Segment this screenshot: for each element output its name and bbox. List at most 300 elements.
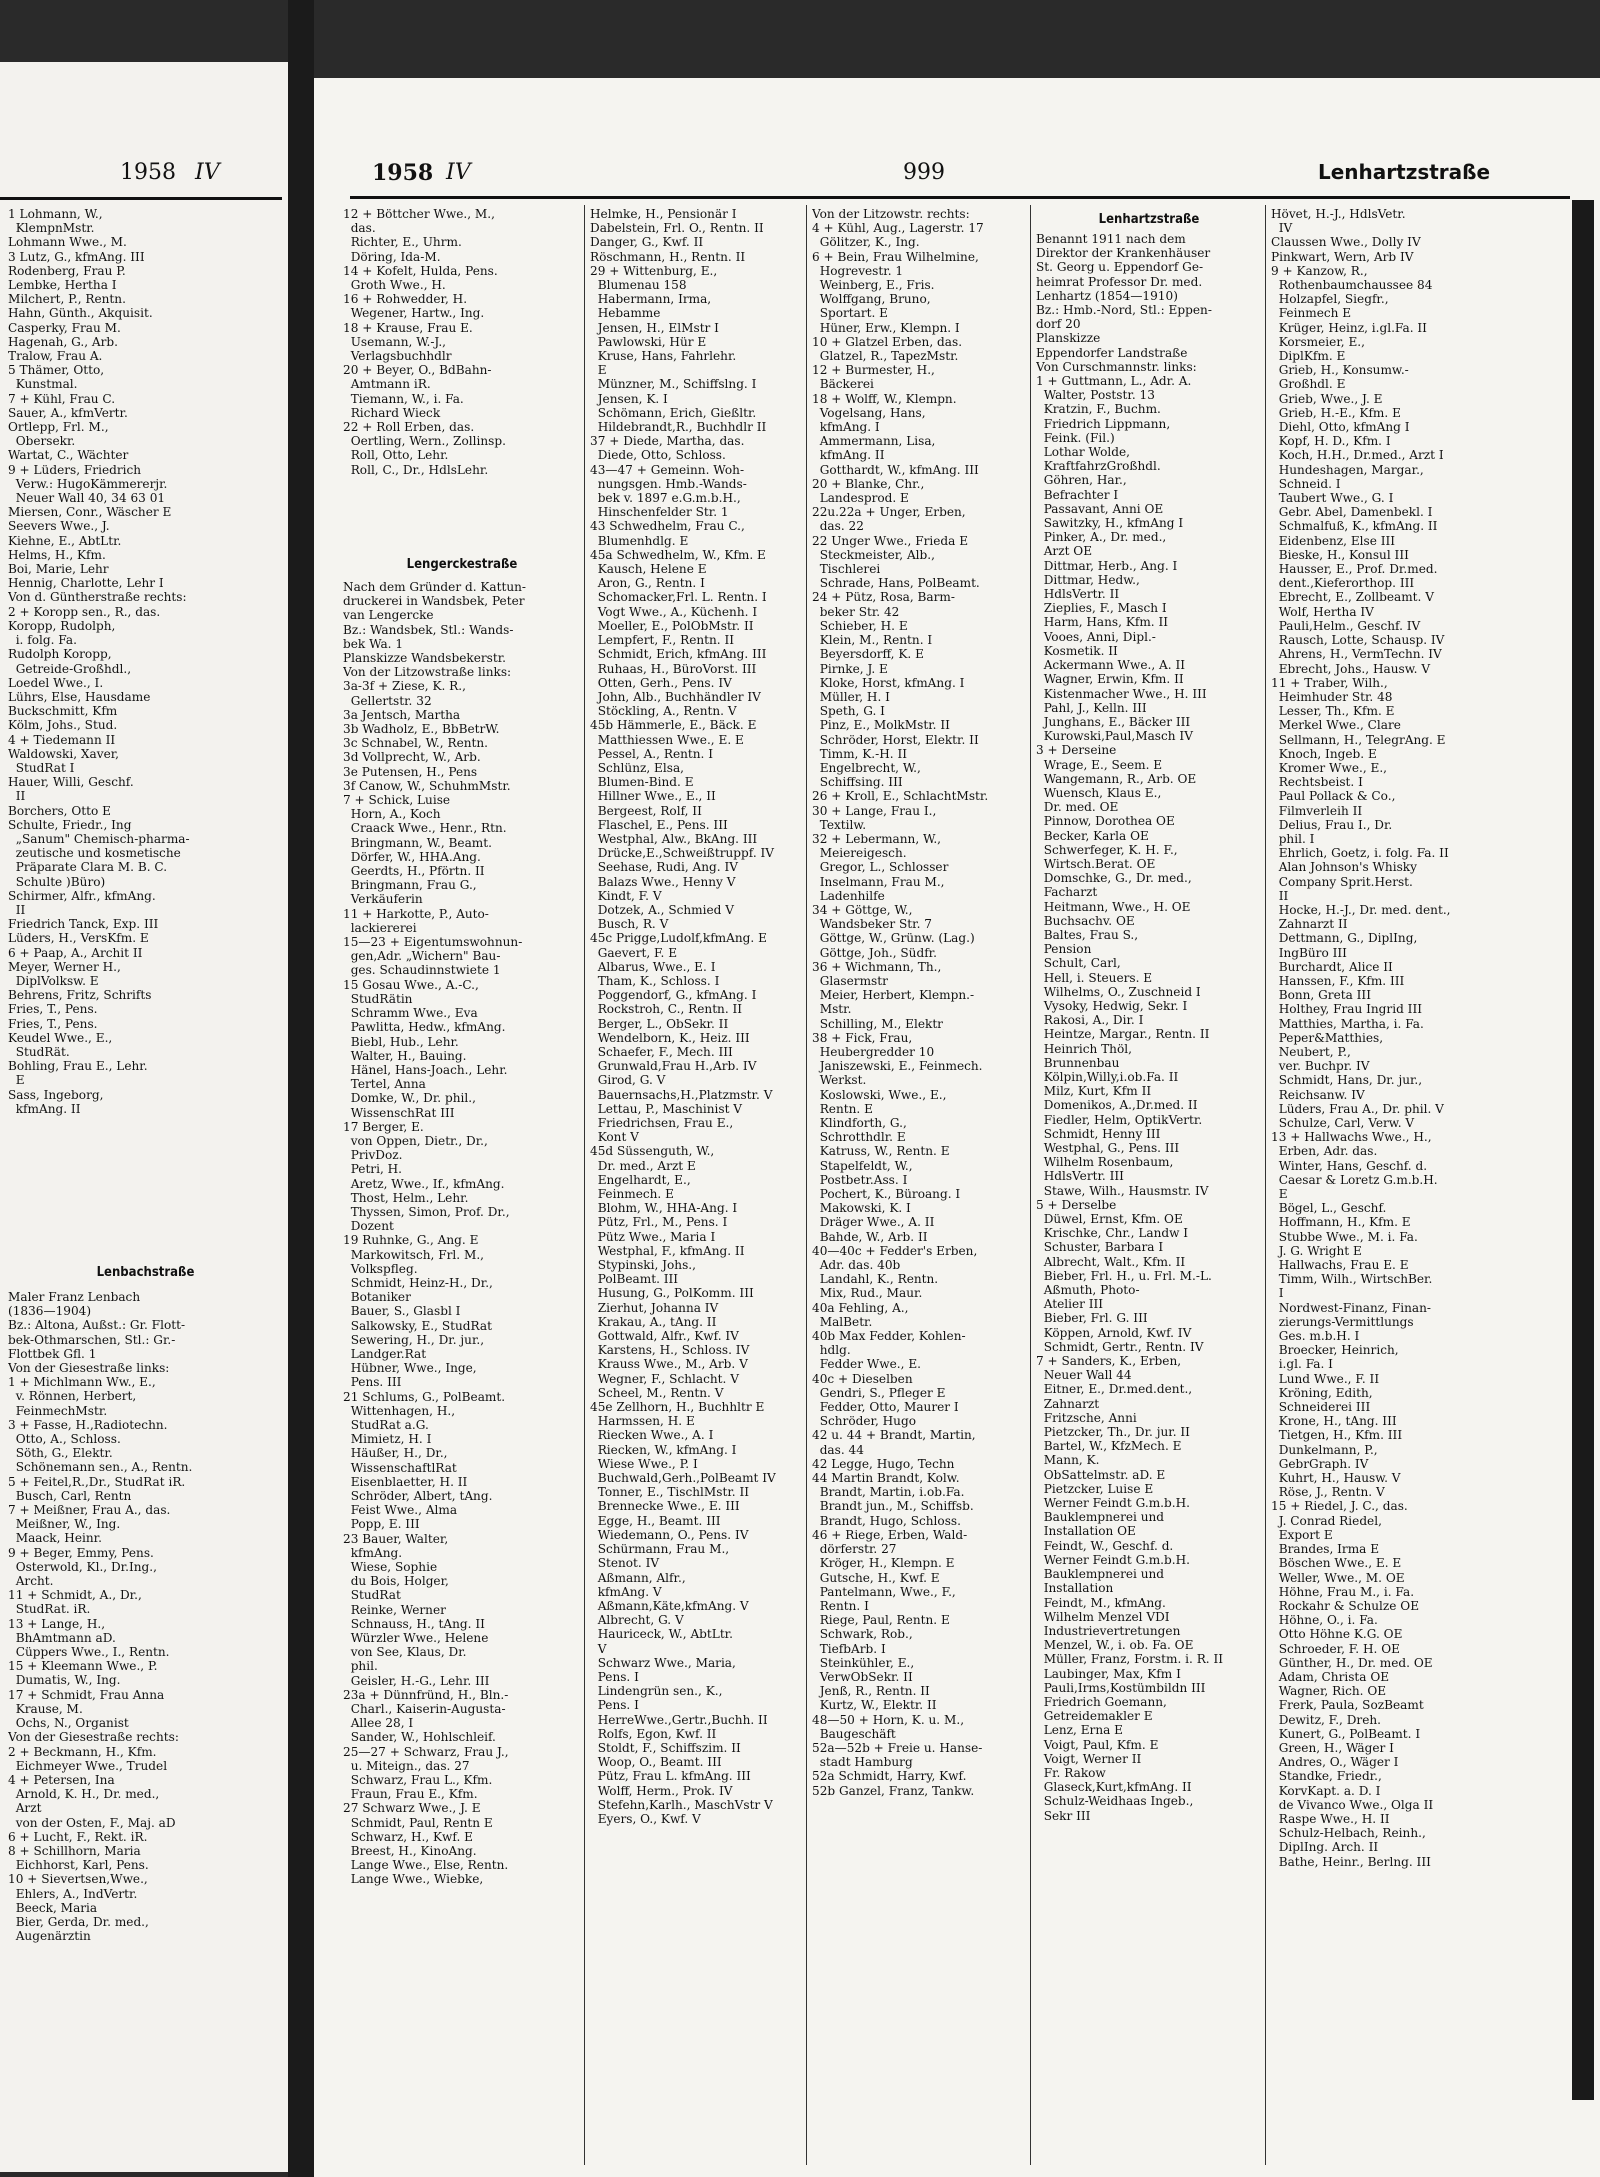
directory-entry: 23 Bauer, Walter, xyxy=(343,1531,449,1546)
directory-entry: Tralow, Frau A. xyxy=(8,349,103,364)
directory-entry: von der Osten, F., Maj. aD xyxy=(8,1815,176,1830)
directory-entry: Von d. Güntherstraße rechts: xyxy=(8,590,187,605)
directory-entry: Erben, Adr. das. xyxy=(1271,1144,1378,1159)
directory-entry: Busch, Carl, Rentn xyxy=(8,1488,132,1503)
directory-entry: Sellmann, H., TelegrAng. E xyxy=(1271,732,1446,747)
directory-entry: gen,Adr. „Wichern" Bau- xyxy=(343,949,501,964)
directory-entry: 12 + Böttcher Wwe., M., xyxy=(343,207,495,221)
directory-entry: Milz, Kurt, Kfm II xyxy=(1036,1084,1152,1099)
directory-entry: 18 + Wolff, W., Klempn. xyxy=(812,391,957,406)
directory-entry: Schulte )Büro) xyxy=(8,874,106,889)
directory-entry: Merkel Wwe., Clare xyxy=(1271,718,1401,733)
directory-entry: Pauli,Irms,Kostümbildn III xyxy=(1036,1680,1206,1695)
directory-entry: Bauklempnerei und xyxy=(1036,1510,1165,1525)
directory-entry: Fries, T., Pens. xyxy=(8,1002,98,1017)
directory-entry: Wegener, Hartw., Ing. xyxy=(343,306,485,321)
directory-entry: Verkäuferin xyxy=(343,892,423,907)
directory-entry: Meyer, Werner H., xyxy=(8,959,121,974)
directory-entry: Heintze, Margar., Rentn. II xyxy=(1036,1027,1210,1042)
directory-entry: Craack Wwe., Henr., Rtn. xyxy=(343,821,507,836)
directory-entry: Poggendorf, G., kfmAng. I xyxy=(590,988,757,1003)
directory-entry: Vysoky, Hedwig, Sekr. I xyxy=(1036,998,1188,1013)
directory-entry: 10 + Sievertsen,Wwe., xyxy=(8,1872,148,1887)
directory-entry: Stenot. IV xyxy=(590,1556,660,1571)
directory-entry: 4 + Tiedemann II xyxy=(8,732,116,747)
directory-entry: Bögel, L., Geschf. xyxy=(1271,1201,1387,1216)
directory-entry: Kopf, H. D., Kfm. I xyxy=(1271,434,1391,449)
directory-entry: KraftfahrzGroßhdl. xyxy=(1036,459,1161,474)
directory-entry: Seehase, Rudi, Ang. IV xyxy=(590,860,738,875)
directory-entry: Lettau, P., Maschinist V xyxy=(590,1101,743,1116)
directory-entry: Kröning, Edith, xyxy=(1271,1385,1373,1400)
directory-entry: Brandes, Irma E xyxy=(1271,1542,1380,1557)
directory-entry: 3e Putensen, H., Pens xyxy=(343,764,478,779)
directory-entry: Raspe Wwe., H. II xyxy=(1271,1811,1390,1826)
directory-entry: Nordwest-Finanz, Finan- xyxy=(1271,1300,1431,1315)
directory-entry: Pütz, Frl., M., Pens. I xyxy=(590,1215,728,1230)
directory-entry: Geerdts, H., Pförtn. II xyxy=(343,864,485,879)
directory-entry: Kröger, H., Klempn. E xyxy=(812,1556,955,1571)
directory-entry: Hell, i. Steuers. E xyxy=(1036,970,1153,985)
right-header-rule xyxy=(350,196,1570,199)
directory-entry: Taubert Wwe., G. I xyxy=(1271,491,1394,506)
directory-entry: Hänel, Hans-Joach., Lehr. xyxy=(343,1062,508,1077)
directory-entry: Becker, Karla OE xyxy=(1036,828,1149,843)
directory-entry: Glaseck,Kurt,kfmAng. II xyxy=(1036,1780,1192,1795)
directory-entry: 30 + Lange, Frau I., xyxy=(812,803,937,818)
directory-entry: Tonner, E., TischlMstr. II xyxy=(590,1485,750,1500)
directory-entry: Bieber, Frl. G. III xyxy=(1036,1311,1148,1326)
directory-entry: HerreWwe.,Gertr.,Buchh. II xyxy=(590,1712,768,1727)
directory-entry: IV xyxy=(1271,221,1293,236)
directory-entry: Bieber, Frl. H., u. Frl. M.-L. xyxy=(1036,1268,1212,1283)
directory-entry: Standke, Friedr., xyxy=(1271,1769,1382,1784)
directory-entry: 42 Legge, Hugo, Techn xyxy=(812,1456,955,1471)
directory-entry: dent.,Kieferorthop. III xyxy=(1271,576,1415,591)
directory-entry: Wilhelm Menzel VDI xyxy=(1036,1609,1170,1624)
directory-entry: WissenschaftlRat xyxy=(343,1460,457,1475)
directory-entry: 3 Lutz, G., kfmAng. III xyxy=(8,249,145,264)
directory-entry: 3 + Derseine xyxy=(1036,743,1117,758)
directory-entry: Münzner, M., Schiffslng. I xyxy=(590,377,757,392)
directory-entry: Installation OE xyxy=(1036,1524,1136,1539)
directory-entry: Engelhardt, E., xyxy=(590,1172,691,1187)
directory-entry: Schirmer, Alfr., kfmAng. xyxy=(8,888,156,903)
directory-entry: Green, H., Wäger I xyxy=(1271,1740,1394,1755)
directory-entry: Adam, Christa OE xyxy=(1271,1669,1390,1684)
street-heading-lengerckestrasse: Lengerckestraße xyxy=(406,558,518,572)
directory-entry: Maler Franz Lenbach xyxy=(8,1290,141,1304)
directory-entry: Sauer, A., kfmVertr. xyxy=(8,405,128,420)
directory-entry: Schult, Carl, xyxy=(1036,956,1121,971)
directory-entry: Werner Feindt G.m.b.H. xyxy=(1036,1552,1190,1567)
column-1-lengercke xyxy=(343,580,581,2165)
directory-entry: von Oppen, Dietr., Dr., xyxy=(343,1133,488,1148)
directory-entry: 7 + Meißner, Frau A., das. xyxy=(8,1503,171,1518)
directory-entry: Kuhrt, H., Hausw. V xyxy=(1271,1471,1401,1486)
directory-entry: DiplIng. Arch. II xyxy=(1271,1840,1379,1855)
directory-entry: Friedrichsen, Frau E., xyxy=(590,1116,734,1130)
right-header-year: 1958 xyxy=(372,160,434,186)
directory-entry: Pauli,Helm., Geschf. IV xyxy=(1271,618,1421,633)
directory-entry: Keudel Wwe., E., xyxy=(8,1030,113,1045)
directory-entry: Jensen, K. I xyxy=(590,391,668,406)
directory-entry: Fraun, Frau E., Kfm. xyxy=(343,1787,478,1802)
directory-entry: Bergeest, Rolf, II xyxy=(590,803,702,818)
directory-entry: Gregor, L., Schlosser xyxy=(812,860,949,875)
directory-entry: Schmidt, Heinz-H., Dr., xyxy=(343,1275,493,1290)
directory-entry: 40b Max Fedder, Kohlen- xyxy=(812,1329,966,1344)
directory-entry: PrivDoz. xyxy=(343,1148,403,1163)
directory-entry: 43—47 + Gemeinn. Woh- xyxy=(590,462,745,477)
directory-entry: 44 Martin Brandt, Kolw. xyxy=(812,1471,960,1486)
directory-entry: Ges. m.b.H. I xyxy=(1271,1329,1360,1344)
directory-entry: Diehl, Otto, kfmAng I xyxy=(1271,420,1410,435)
directory-entry: Jensen, H., ElMstr I xyxy=(590,320,719,335)
directory-entry: Mix, Rud., Maur. xyxy=(812,1286,923,1301)
directory-entry: Friedrich Tanck, Exp. III xyxy=(8,917,159,932)
left-header-year: 1958 xyxy=(120,160,176,185)
directory-entry: Buckschmitt, Kfm xyxy=(8,704,118,719)
directory-entry: Rockstroh, C., Rentn. II xyxy=(590,1002,743,1017)
directory-entry: 43 Schwedhelm, Frau C., xyxy=(590,519,745,534)
directory-entry: Oertling, Wern., Zollinsp. xyxy=(343,434,506,449)
directory-entry: Burchardt, Alice II xyxy=(1271,959,1393,974)
directory-entry: Andres, O., Wäger I xyxy=(1271,1755,1399,1770)
directory-entry: Sewering, H., Dr. jur., xyxy=(343,1332,485,1347)
directory-entry: I xyxy=(1271,1286,1284,1301)
book-gutter xyxy=(288,0,314,2177)
directory-entry: Lindengrün sen., K., xyxy=(590,1684,723,1699)
directory-entry: Richter, E., Uhrm. xyxy=(343,235,462,250)
directory-entry: Habermann, Irma, xyxy=(590,292,712,307)
directory-entry: Beeck, Maria xyxy=(8,1900,98,1915)
directory-entry: Günther, H., Dr. med. OE xyxy=(1271,1655,1433,1670)
directory-entry: Balazs Wwe., Henny V xyxy=(590,874,736,889)
directory-entry: Dittmar, Herb., Ang. I xyxy=(1036,558,1178,573)
directory-entry: Baugeschäft xyxy=(812,1726,896,1741)
directory-entry: nungsgen. Hmb.-Wands- xyxy=(590,476,747,491)
directory-entry: Lund Wwe., F. II xyxy=(1271,1371,1380,1386)
directory-entry: Riecken, W., kfmAng. I xyxy=(590,1442,737,1457)
directory-entry: Heinrich Thöl, xyxy=(1036,1041,1132,1056)
directory-entry: 22 Unger Wwe., Frieda E xyxy=(812,533,969,548)
directory-entry: Arzt OE xyxy=(1036,544,1093,559)
directory-entry: Korsmeier, E., xyxy=(1271,334,1365,349)
directory-entry: u. Miteign., das. 27 xyxy=(343,1758,470,1773)
directory-entry: 8 + Schillhorn, Maria xyxy=(8,1843,141,1858)
directory-entry: Riege, Paul, Rentn. E xyxy=(812,1613,950,1628)
directory-entry: von See, Klaus, Dr. xyxy=(343,1645,467,1660)
directory-entry: 20 + Beyer, O., BdBahn- xyxy=(343,363,492,378)
directory-entry: Werkst. xyxy=(812,1073,867,1088)
directory-entry: Brunnenbau xyxy=(1036,1055,1120,1070)
directory-entry: StudRat I xyxy=(8,760,75,775)
directory-entry: Dettmann, G., DiplIng, xyxy=(1271,931,1418,946)
directory-entry: Wagner, Rich. OE xyxy=(1271,1684,1387,1699)
directory-entry: Pinkwart, Wern, Arb IV xyxy=(1271,249,1414,264)
directory-entry: Hennig, Charlotte, Lehr I xyxy=(8,576,164,591)
directory-entry: Seevers Wwe., J. xyxy=(8,519,110,534)
directory-entry: ges. Schaudinnstwiete 1 xyxy=(343,963,501,978)
directory-entry: Wilhelm Rosenbaum, xyxy=(1036,1155,1174,1170)
directory-entry: 15 Gosau Wwe., A.-C., xyxy=(343,977,479,992)
directory-entry: Berger, L., ObSekr. II xyxy=(590,1016,729,1031)
directory-entry: 34 + Göttge, W., xyxy=(812,902,913,917)
directory-entry: Wartat, C., Wächter xyxy=(8,448,129,463)
directory-entry: Kruse, Hans, Fahrlehr. xyxy=(590,349,737,364)
directory-entry: Breest, H., KinoAng. xyxy=(343,1844,477,1859)
directory-entry: Söth, G., Elektr. xyxy=(8,1446,113,1461)
directory-entry: Sekr III xyxy=(1036,1808,1091,1823)
directory-entry: Buchwald,Gerh.,PolBeamt IV xyxy=(590,1471,776,1486)
directory-entry: Hausser, E., Prof. Dr.med. xyxy=(1271,562,1438,577)
directory-entry: Hanssen, F., Kfm. III xyxy=(1271,973,1405,988)
directory-entry: Bauernsachs,H.,Platzmstr. V xyxy=(590,1087,773,1102)
directory-entry: Wolffgang, Bruno, xyxy=(812,292,931,307)
directory-entry: Geisler, H.-G., Lehr. III xyxy=(343,1673,490,1688)
directory-entry: Feink. (Fil.) xyxy=(1036,430,1115,445)
directory-entry: 20 + Blanke, Chr., xyxy=(812,476,925,491)
directory-entry: Popp, E. III xyxy=(343,1517,420,1532)
directory-entry: Woop, O., Beamt. III xyxy=(590,1755,722,1770)
directory-entry: Höhne, Frau M., i. Fa. xyxy=(1271,1584,1415,1599)
directory-entry: 19 Ruhnke, G., Ang. E xyxy=(343,1233,479,1248)
directory-entry: Janiszewski, E., Feinmech. xyxy=(812,1059,983,1074)
directory-entry: Neuer Wall 40, 34 63 01 xyxy=(8,491,166,506)
page-number: 999 xyxy=(903,160,945,185)
directory-entry: Befrachter I xyxy=(1036,487,1119,502)
directory-entry: Böschen Wwe., E. E xyxy=(1271,1556,1402,1571)
directory-entry: Schröder, Horst, Elektr. II xyxy=(812,732,979,747)
directory-entry: Dr. med. OE xyxy=(1036,800,1119,815)
directory-entry: Gutsche, H., Kwf. E xyxy=(812,1570,940,1585)
directory-entry: Osterwold, Kl., Dr.Ing., xyxy=(8,1559,157,1574)
directory-entry: 40c + Dieselben xyxy=(812,1371,913,1386)
directory-entry: 27 Schwarz Wwe., J. E xyxy=(343,1801,481,1816)
directory-entry: Feinmech. E xyxy=(590,1187,674,1202)
directory-entry: Koropp, Rudolph, xyxy=(8,618,116,633)
column-4 xyxy=(1036,232,1262,2167)
directory-entry: dorf 20 xyxy=(1036,317,1081,332)
directory-entry: Schroeder, F. H. OE xyxy=(1271,1641,1400,1656)
directory-entry: phil. xyxy=(343,1659,378,1674)
directory-entry: FeinmechMstr. xyxy=(8,1403,108,1418)
directory-entry: Dunkelmann, P., xyxy=(1271,1442,1378,1457)
directory-entry: du Bois, Holger, xyxy=(343,1574,449,1589)
directory-entry: Nach dem Gründer d. Kattun- xyxy=(343,580,527,594)
directory-entry: Meier, Herbert, Klempn.- xyxy=(812,988,975,1003)
directory-entry: Bathe, Heinr., Berlng. III xyxy=(1271,1854,1431,1869)
directory-entry: 18 + Krause, Frau E. xyxy=(343,320,473,335)
directory-entry: Borchers, Otto E xyxy=(8,803,111,818)
directory-entry: Lothar Wolde, xyxy=(1036,445,1130,460)
directory-entry: Maack, Heinr. xyxy=(8,1531,102,1546)
left-header-volume: IV xyxy=(195,160,220,185)
directory-entry: bek-Othmarschen, Stl.: Gr.- xyxy=(8,1332,176,1347)
directory-entry: Kurtz, W., Elektr. II xyxy=(812,1698,937,1713)
directory-entry: Kratzin, F., Buchm. xyxy=(1036,402,1161,417)
directory-entry: 11 + Schmidt, A., Dr., xyxy=(8,1588,142,1603)
directory-entry: Stawe, Wilh., Hausmstr. IV xyxy=(1036,1183,1209,1198)
directory-entry: Archt. xyxy=(8,1574,54,1589)
directory-entry: Göttge, W., Grünw. (Lag.) xyxy=(812,931,975,946)
directory-entry: Otto Höhne K.G. OE xyxy=(1271,1627,1403,1642)
directory-entry: Meißner, W., Ing. xyxy=(8,1517,121,1532)
directory-entry: Wuensch, Klaus E., xyxy=(1036,785,1162,800)
directory-entry: Harm, Hans, Kfm. II xyxy=(1036,615,1169,630)
directory-entry: 1 Lohmann, W., xyxy=(8,207,103,221)
directory-entry: Schulz-Weidhaas Ingeb., xyxy=(1036,1794,1194,1809)
directory-entry: „Sanum" Chemisch-pharma- xyxy=(8,831,190,846)
directory-entry: Krause, M. xyxy=(8,1701,83,1716)
directory-entry: Lührs, Else, Hausdame xyxy=(8,689,151,704)
directory-entry: 9 + Lüders, Friedrich xyxy=(8,462,142,477)
directory-entry: Harmssen, H. E xyxy=(590,1414,695,1429)
directory-entry: Sander, W., Hohlschleif. xyxy=(343,1730,496,1745)
directory-entry: Mimietz, H. I xyxy=(343,1432,432,1447)
directory-entry: Markowitsch, Frl. M., xyxy=(343,1247,485,1262)
directory-entry: WissenschRat III xyxy=(343,1105,455,1120)
directory-entry: Aßmann,Käte,kfmAng. V xyxy=(590,1598,749,1613)
directory-entry: 10 + Glatzel Erben, das. xyxy=(812,334,963,349)
directory-entry: Botaniker xyxy=(343,1290,411,1305)
directory-entry: Lenz, Erna E xyxy=(1036,1723,1124,1738)
directory-entry: Bahde, W., Arb. II xyxy=(812,1229,928,1244)
directory-entry: Bieske, H., Konsul III xyxy=(1271,547,1409,562)
directory-entry: Schilling, M., Elektr xyxy=(812,1016,943,1031)
directory-entry: Glasermstr xyxy=(812,973,888,988)
directory-entry: Brandt, Hugo, Schloss. xyxy=(812,1513,961,1528)
directory-entry: Casperky, Frau M. xyxy=(8,320,121,335)
directory-entry: Baltes, Frau S., xyxy=(1036,927,1139,942)
directory-entry: Hallwachs, Frau E. E xyxy=(1271,1258,1409,1273)
directory-entry: 45e Zellhorn, H., Buchhltr E xyxy=(590,1400,765,1415)
directory-entry: Kosmetik. II xyxy=(1036,643,1118,658)
directory-entry: Wiese Wwe., P. I xyxy=(590,1456,698,1471)
directory-entry: Müller, H. I xyxy=(812,689,890,704)
directory-entry: 5 + Feitel,R.,Dr., StudRat iR. xyxy=(8,1474,186,1489)
directory-entry: Frerk, Paula, SozBeamt xyxy=(1271,1698,1424,1713)
directory-entry: 11 + Traber, Wilh., xyxy=(1271,675,1388,690)
directory-entry: Girod, G. V xyxy=(590,1073,666,1088)
directory-entry: Krischke, Chr., Landw I xyxy=(1036,1226,1189,1241)
directory-entry: Stefehn,Karlh., MaschVstr V xyxy=(590,1797,773,1812)
street-heading-lenbachstrasse: Lenbachstraße xyxy=(96,1266,195,1280)
directory-entry: Heubergredder 10 xyxy=(812,1044,935,1059)
directory-entry: Westphal, F., kfmAng. II xyxy=(590,1243,745,1258)
directory-entry: 15—23 + Eigentumswohnun- xyxy=(343,935,523,950)
directory-entry: Bauer, S., Glasbl I xyxy=(343,1304,461,1319)
directory-entry: Schwark, Rob., xyxy=(812,1627,913,1642)
directory-entry: Waldowski, Xaver, xyxy=(8,746,120,761)
directory-entry: Werner Feindt G.m.b.H. xyxy=(1036,1496,1190,1511)
directory-entry: Kunert, G., PolBeamt. I xyxy=(1271,1726,1421,1741)
directory-entry: Company Sprit.Herst. xyxy=(1271,874,1413,889)
directory-entry: Wagner, Erwin, Kfm. II xyxy=(1036,672,1184,687)
directory-entry: Blumenhdlg. E xyxy=(590,533,689,548)
directory-entry: Atelier III xyxy=(1036,1297,1104,1312)
directory-entry: Ahrens, H., VermTechn. IV xyxy=(1271,647,1442,662)
directory-entry: Miersen, Conr., Wäscher E xyxy=(8,505,172,520)
directory-entry: Rodenberg, Frau P. xyxy=(8,263,126,278)
page-edge-bleed xyxy=(1572,200,1594,2100)
directory-entry: Schrotthdlr. E xyxy=(812,1130,906,1145)
directory-entry: Danger, G., Kwf. II xyxy=(590,235,704,250)
directory-entry: Domenikos, A.,Dr.med. II xyxy=(1036,1098,1198,1113)
directory-entry: 48—50 + Horn, K. u. M., xyxy=(812,1712,965,1727)
directory-entry: Timm, K.-H. II xyxy=(812,746,908,761)
directory-entry: Otten, Gerh., Pens. IV xyxy=(590,675,732,690)
directory-entry: Knoch, Ingeb. E xyxy=(1271,746,1377,761)
directory-entry: 45b Hämmerle, E., Bäck. E xyxy=(590,718,757,733)
directory-entry: Schramm Wwe., Eva xyxy=(343,1006,478,1021)
directory-entry: Schuster, Barbara I xyxy=(1036,1240,1164,1255)
directory-entry: Rechtsbeist. I xyxy=(1271,775,1363,790)
directory-entry: Facharzt xyxy=(1036,885,1098,900)
directory-entry: Hinschenfelder Str. 1 xyxy=(590,505,729,520)
directory-entry: Arnold, K. H., Dr. med., xyxy=(8,1787,160,1802)
directory-entry: Fr. Rakow xyxy=(1036,1765,1106,1780)
directory-entry: lackiererei xyxy=(343,920,417,935)
directory-entry: Eidenbenz, Else III xyxy=(1271,533,1396,548)
directory-entry: 15 + Kleemann Wwe., P. xyxy=(8,1659,158,1674)
directory-entry: Schulte, Friedr., Ing xyxy=(8,817,132,832)
directory-entry: Tham, K., Schloss. I xyxy=(590,973,720,988)
directory-entry: Röse, J., Rentn. V xyxy=(1271,1485,1385,1500)
directory-entry: Heimhuder Str. 48 xyxy=(1271,689,1393,704)
directory-entry: Egge, H., Beamt. III xyxy=(590,1513,721,1528)
directory-entry: Von der Litzowstr. rechts: xyxy=(812,207,970,221)
directory-entry: Rothenbaumchaussee 84 xyxy=(1271,278,1433,293)
directory-entry: 37 + Diede, Martha, das. xyxy=(590,434,745,449)
directory-entry: Lange Wwe., Wiebke, xyxy=(343,1872,484,1887)
directory-entry: 16 + Rohwedder, H. xyxy=(343,292,468,307)
directory-entry: Kloke, Horst, kfmAng. I xyxy=(812,675,965,690)
directory-entry: Köppen, Arnold, Kwf. IV xyxy=(1036,1325,1192,1340)
directory-entry: das. xyxy=(343,221,376,236)
directory-entry: Scheel, M., Rentn. V xyxy=(590,1385,724,1400)
directory-entry: ver. Buchpr. IV xyxy=(1271,1059,1370,1074)
directory-entry: 2 + Koropp sen., R., das. xyxy=(8,604,161,619)
directory-entry: Kindt, F. V xyxy=(590,888,662,903)
directory-entry: Zierhut, Johanna IV xyxy=(590,1300,719,1315)
directory-entry: (1836—1904) xyxy=(8,1304,92,1319)
directory-entry: Schmalfuß, K., kfmAng. II xyxy=(1271,519,1438,534)
directory-entry: StudRät. xyxy=(8,1044,70,1059)
directory-entry: Kunstmal. xyxy=(8,377,78,392)
running-head-street: Lenhartzstraße xyxy=(1318,160,1491,184)
right-header-volume: IV xyxy=(446,160,471,185)
directory-entry: Helms, H., Kfm. xyxy=(8,547,106,562)
directory-entry: Wirtsch.Berat. OE xyxy=(1036,856,1156,871)
directory-entry: Flottbek Gfl. 1 xyxy=(8,1346,97,1361)
directory-entry: Zahnarzt II xyxy=(1271,917,1348,932)
directory-entry: Gebr. Abel, Damenbekl. I xyxy=(1271,505,1433,520)
directory-entry: Landesprod. E xyxy=(812,491,909,506)
directory-entry: Brandt, Martin, i.ob.Fa. xyxy=(812,1485,965,1500)
directory-entry: Schwerfeger, K. H. F., xyxy=(1036,842,1178,857)
directory-entry: Aßmuth, Photo- xyxy=(1036,1283,1140,1298)
directory-entry: StudRat xyxy=(343,1588,401,1603)
directory-entry: 52b Ganzel, Franz, Tankw. xyxy=(812,1783,975,1798)
directory-entry: Rolfs, Egon, Kwf. II xyxy=(590,1726,717,1741)
directory-entry: E xyxy=(590,363,607,378)
directory-entry: Makowski, K. I xyxy=(812,1201,911,1216)
directory-entry: Von der Giesestraße links: xyxy=(8,1361,170,1376)
directory-entry: Häußer, H., Dr., xyxy=(343,1446,448,1461)
directory-entry: Karstens, H., Schloss. IV xyxy=(590,1343,750,1358)
